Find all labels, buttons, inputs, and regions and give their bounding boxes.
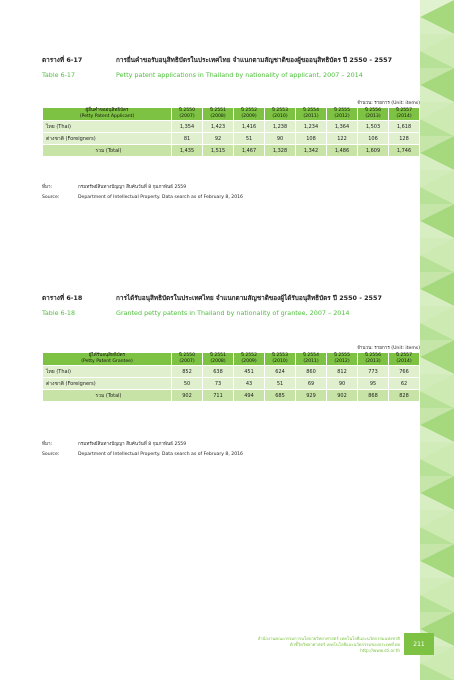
table-cell: 1,423 (203, 121, 233, 132)
year-en: (2007) (179, 359, 195, 364)
table-total-row (43, 145, 419, 156)
year-en: (2014) (396, 359, 412, 364)
table-cell: 1,435 (172, 145, 202, 156)
year-th: ปี 2550 (178, 353, 196, 358)
page-footer (200, 636, 400, 654)
caption-th-label: ตารางที่ 6-17 (42, 56, 83, 64)
year-th: ปี 2556 (364, 353, 382, 358)
column-header-year (172, 353, 202, 365)
caption-en-label: Table 6-18 (42, 309, 76, 317)
column-header-year (203, 108, 233, 120)
caption-th-text: การได้รับอนุสิทธิบัตรในประเทศไทย จำแนกตามสัญชาติของผู้ได้รับอนุสิทธิบัตร ปี 2550 - 2557 (116, 294, 382, 302)
source-th (42, 440, 420, 450)
table-row (43, 378, 419, 389)
table-total-row (43, 390, 419, 401)
footer-line: สำนักงานคณะกรรมการนโยบายวิทยาศาสตร์ เทคโนโลยีและนวัตกรรมแห่งชาติ (257, 636, 400, 641)
caption-en-text: Petty patent applications in Thailand by nationality of applicant, 2007 – 2014 (116, 71, 363, 79)
year-th: ปี 2550 (178, 108, 196, 113)
table-cell: 860 (296, 366, 326, 377)
footer-line: ตัวชี้วัดวิทยาศาสตร์ เทคโนโลยีและนวัตกรรมของประเทศไทย (289, 642, 400, 647)
row-label: ต่างชาติ (Foreigners) (43, 378, 171, 389)
table-cell: 766 (389, 366, 419, 377)
row-label: ไทย (Thai) (43, 366, 171, 377)
table-cell: 494 (234, 390, 264, 401)
table-cell: 902 (172, 390, 202, 401)
row-label: รวม (Total) (43, 390, 171, 401)
table-cell: 81 (172, 133, 202, 144)
table-cell: 90 (327, 378, 357, 389)
table-cell: 624 (265, 366, 295, 377)
row-label: ต่างชาติ (Foreigners) (43, 133, 171, 144)
column-header-year (389, 353, 419, 365)
caption-en (42, 309, 420, 318)
table-cell: 852 (172, 366, 202, 377)
source-value: กรมทรัพย์สินทางปัญญา สืบค้นวันที่ 8 กุมภาพันธ์ 2559 (78, 442, 187, 447)
source-th (42, 183, 420, 193)
year-en: (2012) (334, 114, 350, 119)
column-header-year (358, 108, 388, 120)
column-header-year (327, 353, 357, 365)
table-cell: 73 (203, 378, 233, 389)
source-notes (42, 440, 420, 460)
unit-label: จำนวน: รายการ (Unit: items) (357, 101, 420, 106)
source-notes (42, 183, 420, 203)
year-en: (2012) (334, 359, 350, 364)
page-number: 211 (404, 633, 434, 655)
column-header-en: (Petty Patent Grantee) (81, 359, 133, 364)
table-cell: 929 (296, 390, 326, 401)
data-table (42, 352, 420, 402)
caption-th-text: การยื่นคำขอรับอนุสิทธิบัตรในประเทศไทย จำแนกตามสัญชาติของผู้ขออนุสิทธิบัตร ปี 2550 - 2557 (116, 56, 393, 64)
year-th: ปี 2552 (240, 353, 258, 358)
column-header-year (389, 108, 419, 120)
table-cell: 451 (234, 366, 264, 377)
table-cell: 1,515 (203, 145, 233, 156)
table-cell: 128 (389, 133, 419, 144)
column-header-year (296, 108, 326, 120)
table-cell: 69 (296, 378, 326, 389)
table-cell: 50 (172, 378, 202, 389)
year-th: ปี 2557 (395, 353, 413, 358)
year-en: (2010) (272, 359, 288, 364)
table-cell: 1,238 (265, 121, 295, 132)
table-cell: 106 (358, 133, 388, 144)
year-en: (2013) (365, 114, 381, 119)
source-key: ที่มา: (42, 442, 53, 447)
source-value: Department of Intellectual Property. Data search as of February 8, 2016 (78, 195, 243, 200)
source-key: Source: (42, 195, 60, 200)
caption-en-label: Table 6-17 (42, 71, 76, 79)
year-en: (2011) (303, 114, 319, 119)
table-cell: 711 (203, 390, 233, 401)
year-th: ปี 2551 (209, 353, 227, 358)
table-cell: 62 (389, 378, 419, 389)
table-cell: 1,354 (172, 121, 202, 132)
table-cell: 685 (265, 390, 295, 401)
table-cell: 773 (358, 366, 388, 377)
caption-en (42, 71, 420, 80)
table-cell: 1,486 (327, 145, 357, 156)
source-value: กรมทรัพย์สินทางปัญญา สืบค้นวันที่ 8 กุมภาพันธ์ 2559 (78, 185, 187, 190)
column-header-th: ผู้ยื่นคำขออนุสิทธิบัตร (85, 108, 129, 113)
year-th: ปี 2552 (240, 108, 258, 113)
table-cell: 812 (327, 366, 357, 377)
year-th: ปี 2553 (271, 108, 289, 113)
caption-en-text: Granted petty patents in Thailand by nationality of grantee, 2007 – 2014 (116, 309, 350, 317)
table-cell: 51 (234, 133, 264, 144)
row-label: รวม (Total) (43, 145, 171, 156)
source-value: Department of Intellectual Property. Data search as of February 8, 2016 (78, 452, 243, 457)
year-en: (2011) (303, 359, 319, 364)
table-header-row (43, 353, 419, 365)
table-cell: 1,618 (389, 121, 419, 132)
table-row (43, 366, 419, 377)
column-header-year (265, 353, 295, 365)
year-en: (2009) (241, 359, 257, 364)
year-th: ปี 2553 (271, 353, 289, 358)
table-cell: 51 (265, 378, 295, 389)
column-header-th: ผู้ได้รับอนุสิทธิบัตร (88, 353, 126, 358)
year-th: ปี 2555 (333, 108, 351, 113)
table-cell: 902 (327, 390, 357, 401)
column-header-year (327, 108, 357, 120)
year-en: (2013) (365, 359, 381, 364)
table-cell: 108 (296, 133, 326, 144)
year-en: (2007) (179, 114, 195, 119)
column-header-year (172, 108, 202, 120)
table-cell: 92 (203, 133, 233, 144)
table-cell: 868 (358, 390, 388, 401)
table-cell: 1,416 (234, 121, 264, 132)
year-th: ปี 2557 (395, 108, 413, 113)
year-th: ปี 2554 (302, 353, 320, 358)
unit-label: จำนวน: รายการ (Unit: items) (357, 346, 420, 351)
table-cell: 95 (358, 378, 388, 389)
year-th: ปี 2555 (333, 353, 351, 358)
column-header-year (203, 353, 233, 365)
year-th: ปี 2551 (209, 108, 227, 113)
table-row (43, 133, 419, 144)
table-cell: 1,328 (265, 145, 295, 156)
column-header-year (234, 108, 264, 120)
caption-th-label: ตารางที่ 6-18 (42, 294, 83, 302)
table-cell: 1,609 (358, 145, 388, 156)
table-cell: 122 (327, 133, 357, 144)
table-cell: 638 (203, 366, 233, 377)
column-header-en: (Petty Patent Applicant) (79, 114, 135, 119)
table-cell: 1,234 (296, 121, 326, 132)
source-en (42, 193, 420, 203)
column-header-year (234, 353, 264, 365)
column-header-grantee (43, 353, 171, 365)
source-key: ที่มา: (42, 185, 53, 190)
data-table (42, 107, 420, 157)
year-en: (2010) (272, 114, 288, 119)
row-label: ไทย (Thai) (43, 121, 171, 132)
table-block-6-17 (42, 56, 420, 203)
year-en: (2009) (241, 114, 257, 119)
column-header-year (358, 353, 388, 365)
caption-th (42, 294, 420, 303)
source-key: Source: (42, 452, 60, 457)
table-cell: 1,364 (327, 121, 357, 132)
table-cell: 90 (265, 133, 295, 144)
source-en (42, 450, 420, 460)
table-cell: 1,467 (234, 145, 264, 156)
column-header-year (296, 353, 326, 365)
table-row (43, 121, 419, 132)
year-en: (2014) (396, 114, 412, 119)
table-cell: 828 (389, 390, 419, 401)
table-cell: 1,342 (296, 145, 326, 156)
footer-link[interactable]: http://www.sti.or.th (360, 648, 400, 653)
year-en: (2008) (210, 114, 226, 119)
year-th: ปี 2556 (364, 108, 382, 113)
table-header-row (43, 108, 419, 120)
table-cell: 1,503 (358, 121, 388, 132)
table-block-6-18 (42, 294, 420, 460)
table-cell: 43 (234, 378, 264, 389)
column-header-applicant (43, 108, 171, 120)
caption-th (42, 56, 420, 65)
year-en: (2008) (210, 359, 226, 364)
table-cell: 1,746 (389, 145, 419, 156)
column-header-year (265, 108, 295, 120)
year-th: ปี 2554 (302, 108, 320, 113)
